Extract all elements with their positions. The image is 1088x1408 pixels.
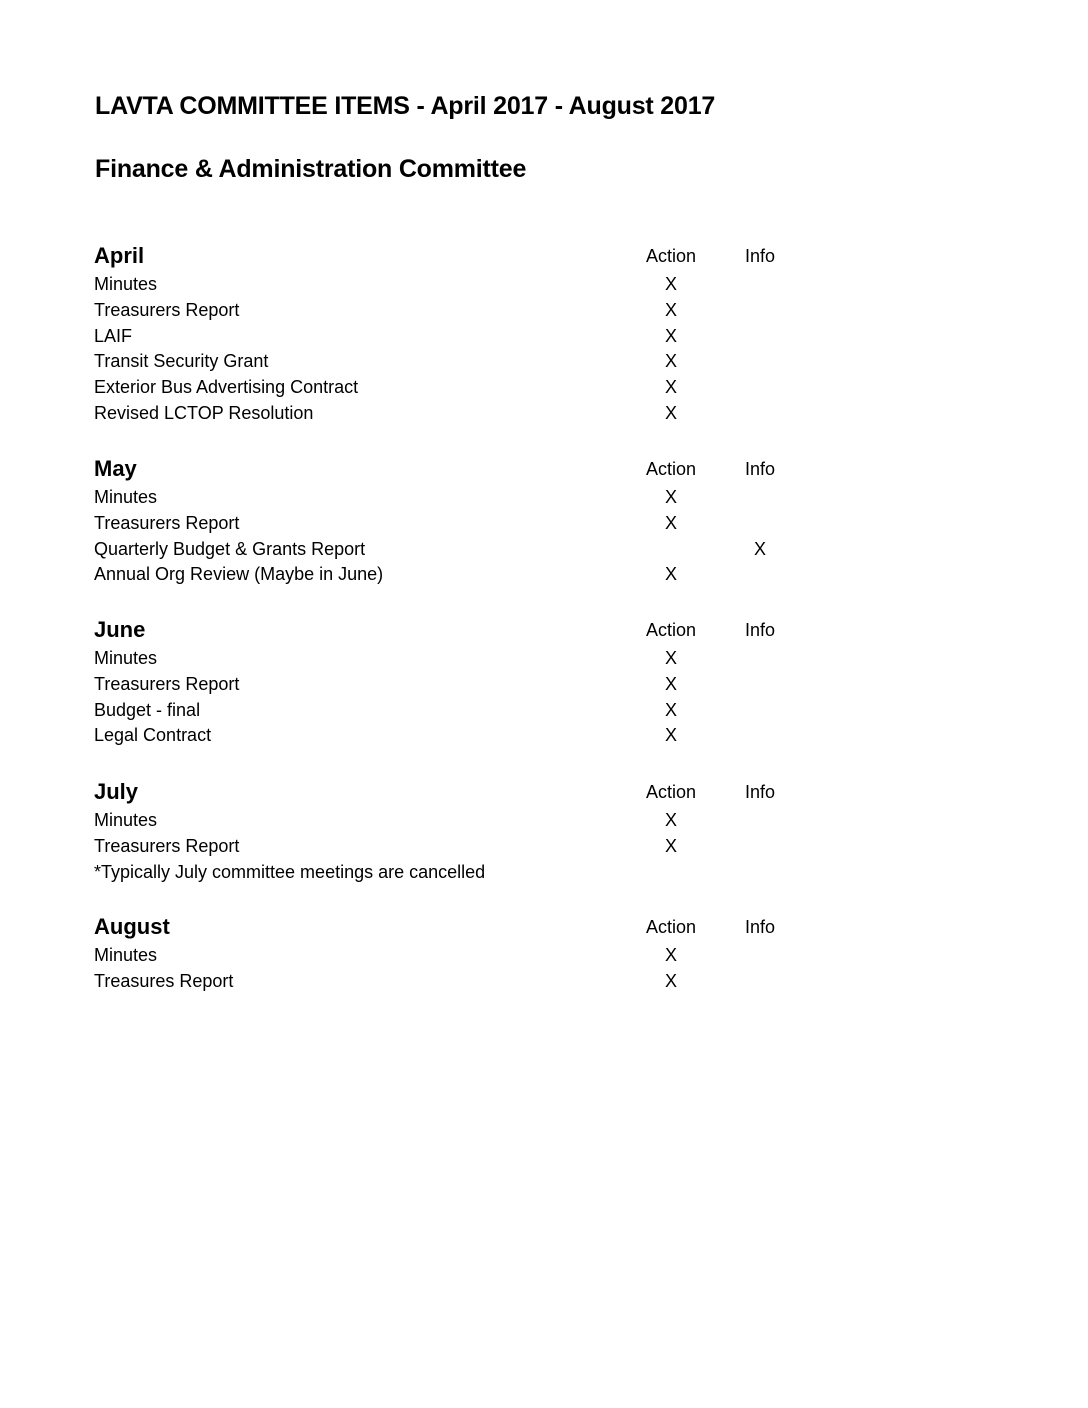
item-label: Revised LCTOP Resolution [94,402,314,423]
section-header [94,617,814,646]
section-title: June [94,617,146,642]
list-item [94,723,814,749]
list-item [94,349,814,375]
action-mark: X [664,945,678,965]
section-july [94,779,814,886]
item-label: Legal Contract [94,725,212,746]
column-header-info: Info [744,917,776,937]
document-title: LAVTA COMMITTEE ITEMS - April 2017 - August 2017 [95,92,716,120]
list-item [94,698,814,724]
list-item [94,562,814,588]
item-label: Treasurers Report [94,673,240,694]
item-label: Minutes [94,810,158,830]
list-item [94,943,814,969]
column-header-info: Info [744,782,776,802]
item-label: Budget - final [94,699,201,720]
item-label: Minutes [94,945,158,965]
column-header-action: Action [645,782,697,802]
column-header-action: Action [645,459,697,479]
section-title: April [94,243,145,268]
action-mark: X [664,648,678,668]
action-mark: X [664,274,678,294]
section-title: July [94,779,139,804]
column-header-action: Action [645,246,697,266]
list-item [94,375,814,401]
note-text: *Typically July committee meetings are cancelled [94,861,486,882]
action-mark: X [664,564,678,585]
section-header [94,243,814,272]
info-mark: X [753,538,767,559]
action-mark: X [664,673,678,694]
list-item [94,537,814,563]
action-mark: X [664,351,678,372]
list-item [94,298,814,324]
list-item [94,646,814,672]
action-mark: X [664,487,678,507]
section-may [94,456,814,588]
committee-title: Finance & Administration Committee [95,155,527,183]
action-mark: X [664,699,678,720]
list-item [94,272,814,298]
section-april [94,243,814,427]
list-item [94,808,814,834]
action-mark: X [664,835,678,856]
item-label: Transit Security Grant [94,351,269,372]
action-mark: X [664,970,678,991]
list-item [94,485,814,511]
list-item [94,969,814,995]
action-mark: X [664,512,678,533]
item-label: Minutes [94,274,158,294]
item-label: Quarterly Budget & Grants Report [94,538,366,559]
column-header-action: Action [645,917,697,937]
item-label: Treasurers Report [94,299,240,320]
section-note [94,860,814,886]
action-mark: X [664,402,678,423]
action-mark: X [664,299,678,320]
section-june [94,617,814,749]
item-label: Treasurers Report [94,835,240,856]
list-item [94,324,814,350]
section-header [94,914,814,943]
item-label: Annual Org Review (Maybe in June) [94,564,384,585]
item-label: Treasures Report [94,970,234,991]
item-label: LAIF [94,325,133,346]
item-label: Minutes [94,648,158,668]
section-title: May [94,456,137,481]
action-mark: X [664,725,678,746]
list-item [94,401,814,427]
action-mark: X [664,810,678,830]
item-label: Treasurers Report [94,512,240,533]
column-header-info: Info [744,459,776,479]
section-header [94,779,814,808]
section-header [94,456,814,485]
section-title: August [94,914,170,939]
item-label: Minutes [94,487,158,507]
section-august [94,914,814,995]
item-label: Exterior Bus Advertising Contract [94,377,359,398]
column-header-info: Info [744,620,776,640]
list-item [94,511,814,537]
action-mark: X [664,325,678,346]
list-item [94,834,814,860]
action-mark: X [664,377,678,398]
column-header-info: Info [744,246,776,266]
column-header-action: Action [645,620,697,640]
list-item [94,672,814,698]
